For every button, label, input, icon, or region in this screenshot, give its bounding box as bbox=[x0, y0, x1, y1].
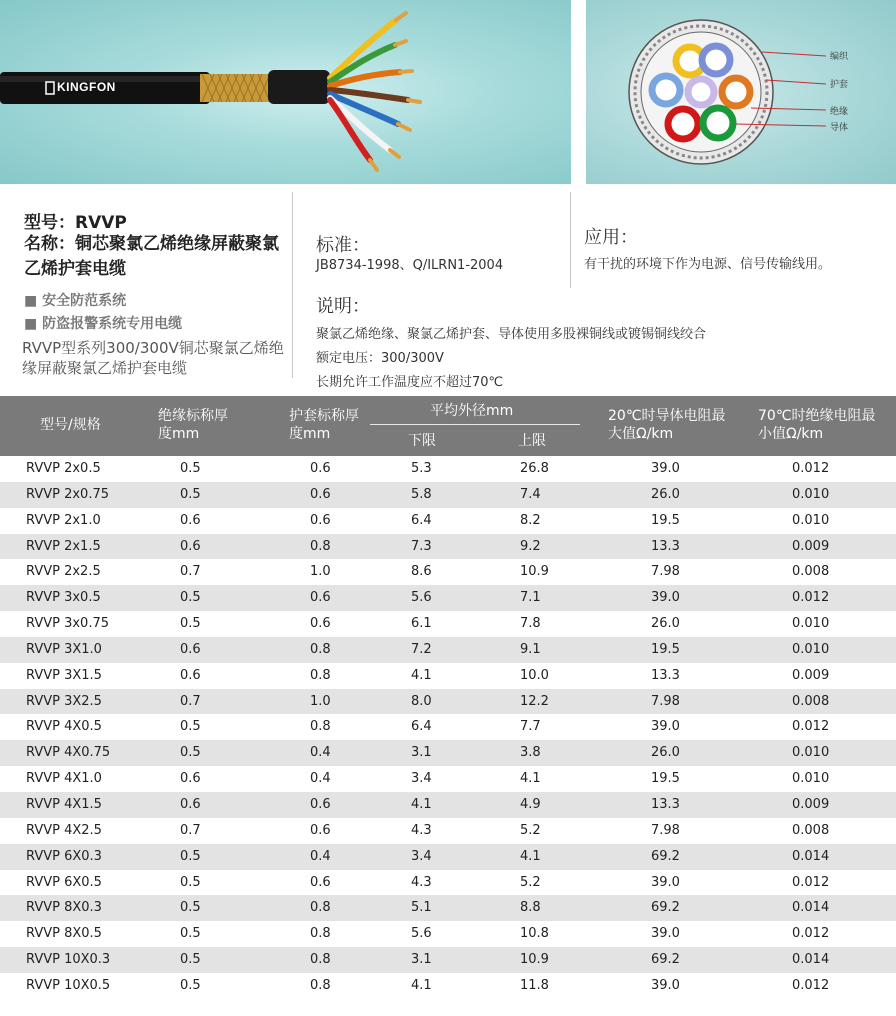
cell-lower: 3.4 bbox=[411, 848, 432, 864]
model-label: 型号：RVVP bbox=[24, 213, 127, 233]
header-insulation-resistance: 70℃时绝缘电阻最小值Ω/km bbox=[758, 408, 876, 442]
cell-sheath: 0.6 bbox=[310, 616, 331, 632]
table-row bbox=[0, 895, 896, 921]
cell-upper: 7.8 bbox=[520, 616, 541, 632]
header-divider bbox=[370, 424, 580, 425]
cell-insulation-resistance: 0.014 bbox=[792, 952, 830, 968]
product-info bbox=[0, 184, 896, 396]
application-value: 有干扰的环境下作为电源、信号传输线用。 bbox=[584, 257, 832, 272]
cell-insulation: 0.5 bbox=[180, 848, 201, 864]
cell-insulation-resistance: 0.012 bbox=[792, 874, 830, 890]
cell-insulation: 0.5 bbox=[180, 461, 201, 476]
cell-lower: 5.1 bbox=[411, 900, 432, 916]
label-braid: 编织 bbox=[830, 52, 849, 62]
cell-lower: 4.1 bbox=[411, 977, 432, 993]
cell-lower: 4.1 bbox=[411, 667, 432, 683]
table-row bbox=[0, 818, 896, 844]
cell-sheath: 0.4 bbox=[310, 848, 331, 864]
cell-resistance: 13.3 bbox=[651, 667, 680, 683]
cell-model: RVVP 2x1.5 bbox=[26, 538, 101, 554]
cell-insulation-resistance: 0.008 bbox=[792, 822, 830, 838]
header-conductor-resistance: 20℃时导体电阻最大值Ω/km bbox=[608, 408, 726, 442]
cell-lower: 7.2 bbox=[411, 641, 432, 657]
cell-insulation: 0.5 bbox=[180, 874, 201, 890]
header-insulation-thickness: 绝缘标称厚度mm bbox=[158, 408, 228, 442]
cell-insulation-resistance: 0.009 bbox=[792, 796, 830, 812]
cell-resistance: 7.98 bbox=[651, 693, 680, 709]
cell-resistance: 39.0 bbox=[651, 977, 680, 993]
label-conductor: 导体 bbox=[830, 123, 849, 133]
table-row bbox=[0, 844, 896, 870]
cell-upper: 4.9 bbox=[520, 796, 541, 812]
cell-sheath: 0.4 bbox=[310, 771, 331, 787]
cell-upper: 5.2 bbox=[520, 822, 541, 838]
cell-model: RVVP 6X0.5 bbox=[26, 874, 102, 890]
cell-lower: 6.4 bbox=[411, 719, 432, 735]
table-row bbox=[0, 792, 896, 818]
divider bbox=[292, 192, 293, 378]
cell-lower: 3.4 bbox=[411, 771, 432, 787]
cell-lower: 4.1 bbox=[411, 796, 432, 812]
cell-model: RVVP 3x0.75 bbox=[26, 616, 109, 632]
cell-model: RVVP 8X0.5 bbox=[26, 926, 102, 942]
cell-lower: 4.3 bbox=[411, 822, 432, 838]
cell-model: RVVP 10X0.3 bbox=[26, 952, 111, 968]
header-avg-diameter: 平均外径mm bbox=[430, 403, 514, 419]
cell-resistance: 19.5 bbox=[651, 771, 680, 787]
cell-insulation: 0.6 bbox=[180, 512, 201, 528]
cell-lower: 5.8 bbox=[411, 486, 432, 502]
cell-lower: 4.3 bbox=[411, 874, 432, 890]
cell-insulation-resistance: 0.008 bbox=[792, 693, 830, 709]
cell-model: RVVP 6X0.3 bbox=[26, 848, 102, 864]
cell-sheath: 1.0 bbox=[310, 564, 331, 580]
cell-insulation: 0.5 bbox=[180, 900, 201, 916]
cell-sheath: 0.4 bbox=[310, 745, 331, 761]
cell-model: RVVP 3x0.5 bbox=[26, 590, 101, 606]
cell-insulation-resistance: 0.010 bbox=[792, 486, 830, 502]
table-row bbox=[0, 870, 896, 896]
note-title: 说明： bbox=[316, 296, 370, 317]
cell-upper: 9.1 bbox=[520, 641, 541, 657]
cell-sheath: 0.8 bbox=[310, 952, 331, 968]
cell-upper: 10.0 bbox=[520, 667, 549, 683]
cell-insulation: 0.6 bbox=[180, 796, 201, 812]
table-row bbox=[0, 585, 896, 611]
cell-sheath: 0.6 bbox=[310, 822, 331, 838]
cell-sheath: 1.0 bbox=[310, 693, 331, 709]
cell-model: RVVP 10X0.5 bbox=[26, 977, 111, 993]
cell-resistance: 39.0 bbox=[651, 461, 680, 476]
divider bbox=[570, 192, 571, 288]
cell-insulation-resistance: 0.012 bbox=[792, 719, 830, 735]
cell-insulation: 0.7 bbox=[180, 564, 201, 580]
cell-lower: 5.6 bbox=[411, 590, 432, 606]
cell-resistance: 39.0 bbox=[651, 719, 680, 735]
table-row bbox=[0, 689, 896, 715]
cell-insulation-resistance: 0.010 bbox=[792, 641, 830, 657]
cell-insulation-resistance: 0.012 bbox=[792, 590, 830, 606]
cell-sheath: 0.6 bbox=[310, 874, 331, 890]
application-title: 应用： bbox=[584, 227, 638, 248]
table-row bbox=[0, 766, 896, 792]
cross-section-diagram bbox=[586, 0, 896, 184]
cell-upper: 7.4 bbox=[520, 486, 541, 502]
cell-upper: 7.7 bbox=[520, 719, 541, 735]
cell-lower: 5.3 bbox=[411, 461, 432, 476]
table-row bbox=[0, 637, 896, 663]
cell-sheath: 0.6 bbox=[310, 486, 331, 502]
header-lower-limit: 下限 bbox=[408, 433, 436, 449]
table-header bbox=[0, 396, 896, 456]
cell-insulation: 0.5 bbox=[180, 590, 201, 606]
cell-upper: 8.8 bbox=[520, 900, 541, 916]
cable-photo bbox=[0, 0, 571, 184]
header-sheath-thickness: 护套标称厚度mm bbox=[289, 408, 359, 442]
cell-insulation-resistance: 0.010 bbox=[792, 616, 830, 632]
cell-sheath: 0.8 bbox=[310, 667, 331, 683]
cell-model: RVVP 3X2.5 bbox=[26, 693, 102, 709]
cell-lower: 3.1 bbox=[411, 952, 432, 968]
cell-model: RVVP 2x1.0 bbox=[26, 512, 101, 528]
cell-resistance: 26.0 bbox=[651, 616, 680, 632]
product-name: 名称：铜芯聚氯乙烯绝缘屏蔽聚氯乙烯护套电缆 bbox=[24, 234, 279, 279]
table-row bbox=[0, 740, 896, 766]
cell-insulation-resistance: 0.012 bbox=[792, 926, 830, 942]
cell-insulation: 0.5 bbox=[180, 952, 201, 968]
cell-insulation: 0.6 bbox=[180, 538, 201, 554]
note-line: 额定电压：300/300V bbox=[316, 351, 444, 366]
cell-lower: 5.6 bbox=[411, 926, 432, 942]
cell-resistance: 26.0 bbox=[651, 745, 680, 761]
table-row bbox=[0, 921, 896, 947]
cell-resistance: 39.0 bbox=[651, 874, 680, 890]
cell-lower: 8.6 bbox=[411, 564, 432, 580]
cell-insulation-resistance: 0.014 bbox=[792, 900, 830, 916]
cell-insulation: 0.5 bbox=[180, 486, 201, 502]
cell-insulation: 0.6 bbox=[180, 641, 201, 657]
cell-resistance: 13.3 bbox=[651, 538, 680, 554]
cell-model: RVVP 4X0.75 bbox=[26, 745, 111, 761]
cell-insulation: 0.5 bbox=[180, 616, 201, 632]
cell-model: RVVP 3X1.0 bbox=[26, 641, 102, 657]
cell-sheath: 0.6 bbox=[310, 512, 331, 528]
cell-lower: 7.3 bbox=[411, 538, 432, 554]
cell-upper: 9.2 bbox=[520, 538, 541, 554]
cross-section-illustration bbox=[586, 0, 896, 184]
cell-resistance: 7.98 bbox=[651, 822, 680, 838]
cell-sheath: 0.8 bbox=[310, 900, 331, 916]
cell-resistance: 39.0 bbox=[651, 926, 680, 942]
cell-model: RVVP 4X2.5 bbox=[26, 822, 102, 838]
table-row bbox=[0, 973, 896, 999]
cell-model: RVVP 4X1.0 bbox=[26, 771, 102, 787]
cell-insulation: 0.6 bbox=[180, 667, 201, 683]
cell-insulation-resistance: 0.010 bbox=[792, 745, 830, 761]
table-row bbox=[0, 482, 896, 508]
cell-insulation: 0.5 bbox=[180, 719, 201, 735]
cell-sheath: 0.8 bbox=[310, 641, 331, 657]
cell-insulation-resistance: 0.012 bbox=[792, 461, 830, 476]
note-line: 聚氯乙烯绝缘、聚氯乙烯护套、导体使用多股裸铜线或镀锡铜线绞合 bbox=[316, 327, 707, 342]
product-description: RVVP型系列300/300V铜芯聚氯乙烯绝缘屏蔽聚氯乙烯护套电缆 bbox=[22, 339, 284, 377]
brand-logo-text: KINGFON bbox=[57, 80, 116, 94]
cell-sheath: 0.6 bbox=[310, 590, 331, 606]
cell-resistance: 19.5 bbox=[651, 512, 680, 528]
table-row bbox=[0, 559, 896, 585]
cell-model: RVVP 2x0.75 bbox=[26, 486, 109, 502]
cell-upper: 10.8 bbox=[520, 926, 549, 942]
cell-insulation: 0.7 bbox=[180, 693, 201, 709]
cell-model: RVVP 8X0.3 bbox=[26, 900, 102, 916]
cell-resistance: 13.3 bbox=[651, 796, 680, 812]
cell-resistance: 69.2 bbox=[651, 900, 680, 916]
cell-sheath: 0.8 bbox=[310, 719, 331, 735]
table-row bbox=[0, 456, 896, 482]
cell-upper: 5.2 bbox=[520, 874, 541, 890]
cell-resistance: 69.2 bbox=[651, 848, 680, 864]
table-row bbox=[0, 947, 896, 973]
cell-upper: 4.1 bbox=[520, 771, 541, 787]
header-upper-limit: 上限 bbox=[518, 433, 546, 449]
cell-insulation-resistance: 0.009 bbox=[792, 538, 830, 554]
table-body bbox=[0, 456, 896, 999]
cell-insulation: 0.6 bbox=[180, 771, 201, 787]
cell-sheath: 0.8 bbox=[310, 538, 331, 554]
header-model: 型号/规格 bbox=[40, 417, 101, 433]
table-row bbox=[0, 534, 896, 560]
cell-insulation-resistance: 0.008 bbox=[792, 564, 830, 580]
standard-title: 标准： bbox=[316, 235, 370, 256]
cell-insulation: 0.7 bbox=[180, 822, 201, 838]
cell-insulation-resistance: 0.014 bbox=[792, 848, 830, 864]
cell-sheath: 0.8 bbox=[310, 977, 331, 993]
table-row bbox=[0, 714, 896, 740]
cell-upper: 10.9 bbox=[520, 952, 549, 968]
cell-sheath: 0.6 bbox=[310, 796, 331, 812]
cell-lower: 3.1 bbox=[411, 745, 432, 761]
cell-resistance: 7.98 bbox=[651, 564, 680, 580]
cell-model: RVVP 2x0.5 bbox=[26, 461, 101, 476]
table-row bbox=[0, 663, 896, 689]
cell-upper: 10.9 bbox=[520, 564, 549, 580]
bullet-security-system: ■ 安全防范系统 bbox=[24, 293, 127, 309]
table-row bbox=[0, 508, 896, 534]
cell-lower: 6.4 bbox=[411, 512, 432, 528]
cell-resistance: 19.5 bbox=[651, 641, 680, 657]
cell-resistance: 69.2 bbox=[651, 952, 680, 968]
cell-insulation: 0.5 bbox=[180, 977, 201, 993]
cell-upper: 12.2 bbox=[520, 693, 549, 709]
cell-upper: 7.1 bbox=[520, 590, 541, 606]
cell-upper: 3.8 bbox=[520, 745, 541, 761]
cell-lower: 6.1 bbox=[411, 616, 432, 632]
cell-upper: 8.2 bbox=[520, 512, 541, 528]
table-row bbox=[0, 611, 896, 637]
cell-resistance: 39.0 bbox=[651, 590, 680, 606]
cell-model: RVVP 3X1.5 bbox=[26, 667, 102, 683]
cell-insulation-resistance: 0.012 bbox=[792, 977, 830, 993]
standard-value: JB8734-1998、Q/ILRN1-2004 bbox=[316, 258, 504, 273]
cell-insulation-resistance: 0.010 bbox=[792, 512, 830, 528]
cell-insulation: 0.5 bbox=[180, 926, 201, 942]
cell-upper: 26.8 bbox=[520, 461, 549, 476]
cell-lower: 8.0 bbox=[411, 693, 432, 709]
cell-insulation: 0.5 bbox=[180, 745, 201, 761]
cell-upper: 4.1 bbox=[520, 848, 541, 864]
cell-model: RVVP 4X1.5 bbox=[26, 796, 102, 812]
cell-insulation-resistance: 0.010 bbox=[792, 771, 830, 787]
cell-model: RVVP 4X0.5 bbox=[26, 719, 102, 735]
bullet-alarm-system: ■ 防盗报警系统专用电缆 bbox=[24, 316, 183, 332]
cell-upper: 11.8 bbox=[520, 977, 549, 993]
cell-insulation-resistance: 0.009 bbox=[792, 667, 830, 683]
cell-sheath: 0.6 bbox=[310, 461, 331, 476]
label-insulation: 绝缘 bbox=[830, 107, 849, 117]
note-line: 长期允许工作温度应不超过70℃ bbox=[316, 375, 504, 390]
cell-sheath: 0.8 bbox=[310, 926, 331, 942]
cell-model: RVVP 2x2.5 bbox=[26, 564, 101, 580]
cell-resistance: 26.0 bbox=[651, 486, 680, 502]
label-sheath: 护套 bbox=[830, 80, 849, 90]
